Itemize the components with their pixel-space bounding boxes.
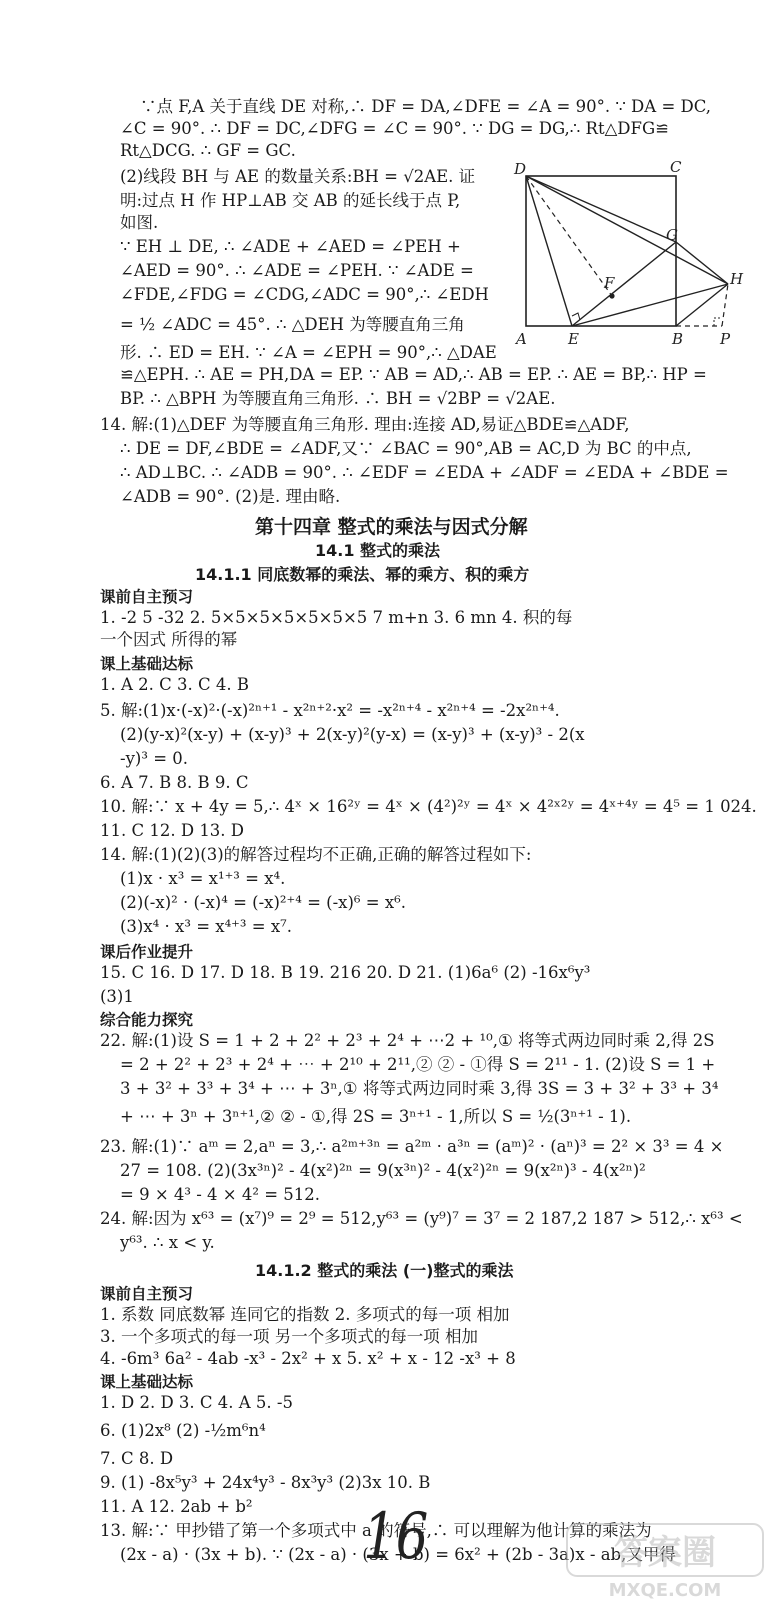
text-line: ∵ EH ⊥ DE, ∴ ∠ADE + ∠AED = ∠PEH + — [120, 237, 461, 256]
text-line: 1. 系数 同底数幂 连同它的指数 2. 多项式的每一项 相加 — [100, 1305, 510, 1324]
text-line: ∠AED = 90°. ∴ ∠ADE = ∠PEH. ∵ ∠ADE = — [120, 261, 474, 280]
chapter-title: 第十四章 整式的乘法与因式分解 — [255, 516, 528, 538]
text-line: 明:过点 H 作 HP⊥AB 交 AB 的延长线于点 P, — [120, 191, 461, 210]
text-line: 形. ∴ ED = EH. ∵ ∠A = ∠EPH = 90°,∴ △DAE — [120, 343, 497, 362]
text-line: ∠C = 90°. ∴ DF = DC,∠DFG = ∠C = 90°. ∵ DG = DG,∴ Rt△DFG≌ — [120, 119, 669, 138]
text-line: ∴ AD⊥BC. ∴ ∠ADB = 90°. ∴ ∠EDF = ∠EDA + ∠ADF = ∠EDA + ∠BDE = — [120, 463, 729, 482]
label-h: H — [730, 270, 744, 288]
text-line: (1)x · x³ = x¹⁺³ = x⁴. — [120, 869, 286, 888]
segment-df — [526, 176, 612, 296]
segment-eh — [572, 284, 728, 326]
section-heading: 综合能力探究 — [100, 1011, 194, 1029]
text-line: y⁶³. ∴ x < y. — [120, 1233, 215, 1252]
text-line: (3)1 — [100, 987, 134, 1006]
text-line: + ⋯ + 3ⁿ + 3ⁿ⁺¹,② ② - ①,得 2S = 3ⁿ⁺¹ - 1,所以 S = ½(3ⁿ⁺¹ - 1). — [120, 1107, 632, 1126]
text-line: 14. 解:(1)△DEF 为等腰直角三角形. 理由:连接 AD,易证△BDE≌△ADF, — [100, 415, 630, 434]
text-line: 1. D 2. D 3. C 4. A 5. -5 — [100, 1393, 293, 1412]
text-line: 3. 一个多项式的每一项 另一个多项式的每一项 相加 — [100, 1327, 478, 1346]
page-number: 16 — [363, 1500, 429, 1574]
text-line: 6. (1)2x⁸ (2) -½m⁶n⁴ — [100, 1421, 266, 1440]
right-angle-mark — [714, 318, 722, 326]
text-line: (2)(y-x)²(x-y) + (x-y)³ + 2(x-y)²(y-x) = (x-y)³ + (x-y)³ - 2(x — [120, 725, 585, 744]
segment-de — [526, 176, 572, 326]
text-line: ∵点 F,A 关于直线 DE 对称,∴ DF = DA,∠DFE = ∠A = 90°. ∵ DA = DC, — [140, 97, 712, 116]
segment-dg — [526, 176, 676, 242]
text-line: = 2 + 2² + 2³ + 2⁴ + ⋯ + 2¹⁰ + 2¹¹,② ② - ①得 S = 2¹¹ - 1. (2)设 S = 1 + — [120, 1055, 716, 1074]
text-line: (2)(-x)² · (-x)⁴ = (-x)²⁺⁴ = (-x)⁶ = x⁶. — [120, 893, 407, 912]
text-line: 11. C 12. D 13. D — [100, 821, 245, 840]
label-c: C — [670, 160, 682, 176]
text-line: 13. 解:∵ 甲抄错了第一个多项式中 a 的符号,∴ 可以理解为他计算的乘法为 — [100, 1521, 652, 1540]
text-line: 9. (1) -8x⁵y³ + 24x⁴y³ - 8x³y³ (2)3x 10. B — [100, 1473, 431, 1492]
watermark-logo — [565, 1520, 765, 1600]
label-p: P — [720, 330, 731, 348]
text-line: -y)³ = 0. — [120, 749, 189, 768]
watermark-main: 答案圈 — [614, 1533, 716, 1573]
label-g: G — [666, 226, 678, 244]
text-line: ∠ADB = 90°. (2)是. 理由略. — [120, 487, 341, 506]
text-line: 1. A 2. C 3. C 4. B — [100, 675, 249, 694]
text-line: 一个因式 所得的幂 — [100, 630, 238, 649]
label-b: B — [672, 330, 684, 348]
text-line: 3 + 3² + 3³ + 3⁴ + ⋯ + 3ⁿ,① 将等式两边同时乘 3,得 3S = 3 + 3² + 3³ + 3⁴ — [120, 1079, 719, 1098]
text-line: Rt△DCG. ∴ GF = GC. — [120, 141, 296, 160]
point-f — [609, 293, 614, 298]
subsection-title: 14.1 整式的乘法 — [315, 541, 441, 560]
text-line: = 9 × 4³ - 4 × 4² = 512. — [120, 1185, 321, 1204]
text-line: (2x - a) · (3x + b). ∵ (2x - a) · (3x + b) = 6x² + (2b - 3a)x - ab,又甲得 — [120, 1545, 676, 1564]
section-heading: 课上基础达标 — [100, 655, 194, 673]
segment-gh — [676, 242, 728, 284]
text-line: 11. A 12. 2ab + b² — [100, 1497, 253, 1516]
text-line: 15. C 16. D 17. D 18. B 19. 216 20. D 21. (1)6a⁶ (2) -16x⁶y³ — [100, 963, 591, 982]
label-f: F — [604, 274, 615, 292]
watermark-sub: MXQE.COM — [608, 1580, 722, 1600]
segment-eg — [572, 242, 676, 326]
segment-hp — [722, 284, 728, 326]
text-line: 如图. — [120, 213, 159, 232]
text-line: 5. 解:(1)x·(-x)²·(-x)²ⁿ⁺¹ - x²ⁿ⁺²·x² = -x²ⁿ⁺⁴ - x²ⁿ⁺⁴ = -2x²ⁿ⁺⁴. — [100, 701, 560, 720]
text-line: 7. C 8. D — [100, 1449, 174, 1468]
label-e: E — [568, 330, 579, 348]
subsection-title: 14.1.2 整式的乘法 (一)整式的乘法 — [255, 1261, 514, 1280]
section-heading: 课前自主预习 — [100, 588, 194, 606]
text-line: 24. 解:因为 x⁶³ = (x⁷)⁹ = 2⁹ = 512,y⁶³ = (y⁹)⁷ = 3⁷ = 2 187,2 187 > 512,∴ x⁶³ < — [100, 1209, 743, 1228]
text-line: 4. -6m³ 6a² - 4ab -x³ - 2x² + x 5. x² + x - 12 -x³ + 8 — [100, 1349, 516, 1368]
text-line: = ½ ∠ADC = 45°. ∴ △DEH 为等腰直角三角 — [120, 315, 465, 334]
text-line: 14. 解:(1)(2)(3)的解答过程均不正确,正确的解答过程如下: — [100, 845, 532, 864]
label-a: A — [516, 330, 527, 348]
text-line: ∠FDE,∠FDG = ∠CDG,∠ADC = 90°,∴ ∠EDH — [120, 285, 489, 304]
text-line: ≌△EPH. ∴ AE = PH,DA = EP. ∵ AB = AD,∴ AB = EP. ∴ AE = BP,∴ HP = — [120, 365, 707, 384]
section-heading: 课后作业提升 — [100, 943, 194, 961]
geometry-figure — [490, 160, 750, 350]
section-heading: 课前自主预习 — [100, 1285, 194, 1303]
right-angle-mark-e — [572, 313, 580, 320]
text-line: 6. A 7. B 8. B 9. C — [100, 773, 249, 792]
text-line: 22. 解:(1)设 S = 1 + 2 + 2² + 2³ + 2⁴ + ⋯2 + ¹⁰,① 将等式两边同时乘 2,得 2S — [100, 1031, 715, 1050]
text-line: 1. -2 5 -32 2. 5×5×5×5×5×5×5 7 m+n 3. 6 mn 4. 积的每 — [100, 608, 573, 627]
subsection-title: 14.1.1 同底数幂的乘法、幂的乘方、积的乘方 — [195, 565, 530, 584]
text-line: (3)x⁴ · x³ = x⁴⁺³ = x⁷. — [120, 917, 292, 936]
text-line: 10. 解:∵ x + 4y = 5,∴ 4ˣ × 16²ʸ = 4ˣ × (4²)²ʸ = 4ˣ × 4²ˣ²ʸ = 4ˣ⁺⁴ʸ = 4⁵ = 1 024. — [100, 797, 757, 816]
text-line: 23. 解:(1)∵ aᵐ = 2,aⁿ = 3,∴ a²ᵐ⁺³ⁿ = a²ᵐ · a³ⁿ = (aᵐ)² · (aⁿ)³ = 2² × 3³ = 4 × — [100, 1137, 724, 1156]
text-line: ∴ DE = DF,∠BDE = ∠ADF,又∵ ∠BAC = 90°,AB = AC,D 为 BC 的中点, — [120, 439, 692, 458]
text-line: 27 = 108. (2)(3x³ⁿ)² - 4(x²)²ⁿ = 9(x³ⁿ)² - 4(x²)²ⁿ = 9(x²ⁿ)³ - 4(x²ⁿ)² — [120, 1161, 646, 1180]
segment-dh — [526, 176, 728, 284]
label-d: D — [514, 160, 527, 178]
text-line: BP. ∴ △BPH 为等腰直角三角形. ∴ BH = √2BP = √2AE. — [120, 389, 556, 408]
section-heading: 课上基础达标 — [100, 1373, 194, 1391]
text-line: (2)线段 BH 与 AE 的数量关系:BH = √2AE. 证 — [120, 167, 476, 186]
